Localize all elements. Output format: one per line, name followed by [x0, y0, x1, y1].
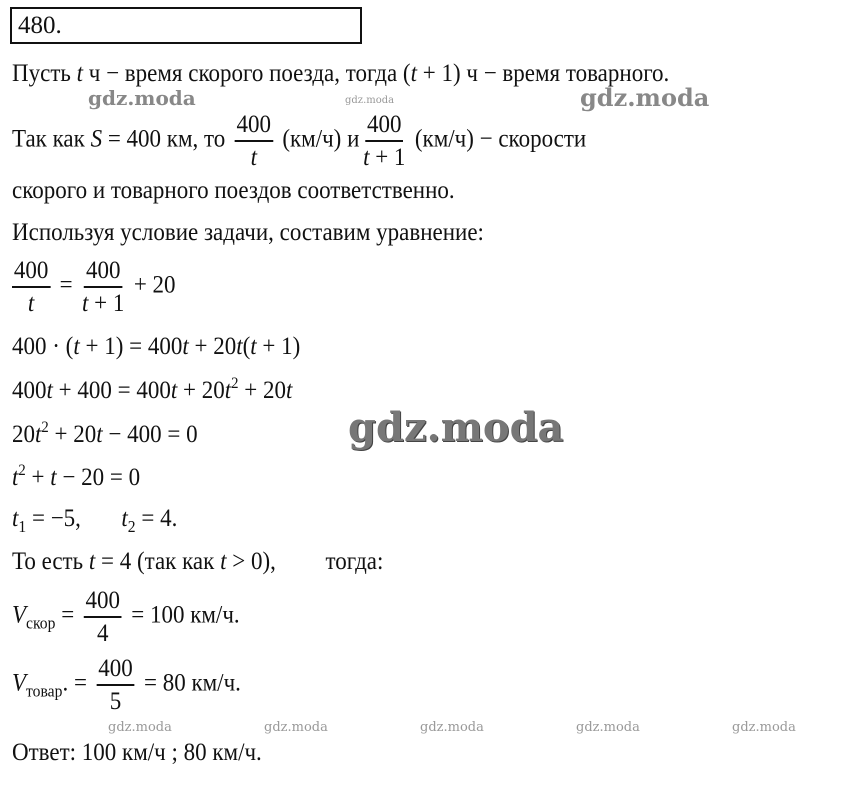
speed-freight-train: $V_{товар}$. = $\frac{400}{5}$ = 80 км/ч. — [12, 655, 241, 715]
equation-6: $t_1 = -5$, $t_2 = 4$. — [12, 505, 178, 536]
text-line-1: Пусть t ч − время скорого поезда, тогда (t + 1) ч − время товарного. — [12, 60, 670, 87]
speed-fast-train: $V_{скор}$ = $\frac{400}{4}$ = 100 км/ч. — [12, 587, 240, 647]
watermark: gdz.moda — [345, 95, 395, 106]
watermark: gdz.moda — [576, 720, 640, 735]
watermark: gdz.moda — [88, 86, 196, 110]
watermark: gdz.moda — [420, 720, 484, 735]
fraction: $\frac{400}{t + 1}$ — [363, 111, 406, 171]
equation-1: $\frac{400}{t}$ = $\frac{400}{t + 1}$ + 20 — [13, 257, 176, 317]
equation-2: 400 · (t + 1) = 400t + 20t(t + 1) — [12, 333, 301, 360]
watermark: gdz.moda — [264, 720, 328, 735]
equation-3: $400t + 400 = 400t + 20t^2 + 20t$ — [12, 375, 293, 404]
problem-number: 480. — [18, 12, 62, 39]
text-line-4: Используя условие задачи, составим уравнение: — [12, 219, 484, 246]
equation-5: $t^2 + t - 20 = 0$ — [12, 462, 141, 491]
problem-number-box — [10, 7, 362, 44]
text-line-5: То есть t = 4 (так как t > 0), тогда: — [12, 548, 384, 575]
text-line-2: Так как S = 400 км, то $\frac{400}{t}$ (км/ч) и $\frac{400}{t + 1}$ (км/ч) − скорости — [12, 111, 587, 171]
watermark: gdz.moda — [732, 720, 796, 735]
watermark: gdz.moda — [348, 404, 564, 451]
fraction: $\frac{400}{t}$ — [236, 111, 272, 171]
watermark: gdz.moda — [108, 720, 172, 735]
text-line-3: скорого и товарного поездов соответственно. — [12, 177, 455, 204]
equation-4: $20t^2 + 20t - 400 = 0$ — [12, 419, 198, 448]
watermark: gdz.moda — [580, 83, 710, 112]
answer-line: Ответ: 100 км/ч ; 80 км/ч. — [12, 739, 262, 766]
